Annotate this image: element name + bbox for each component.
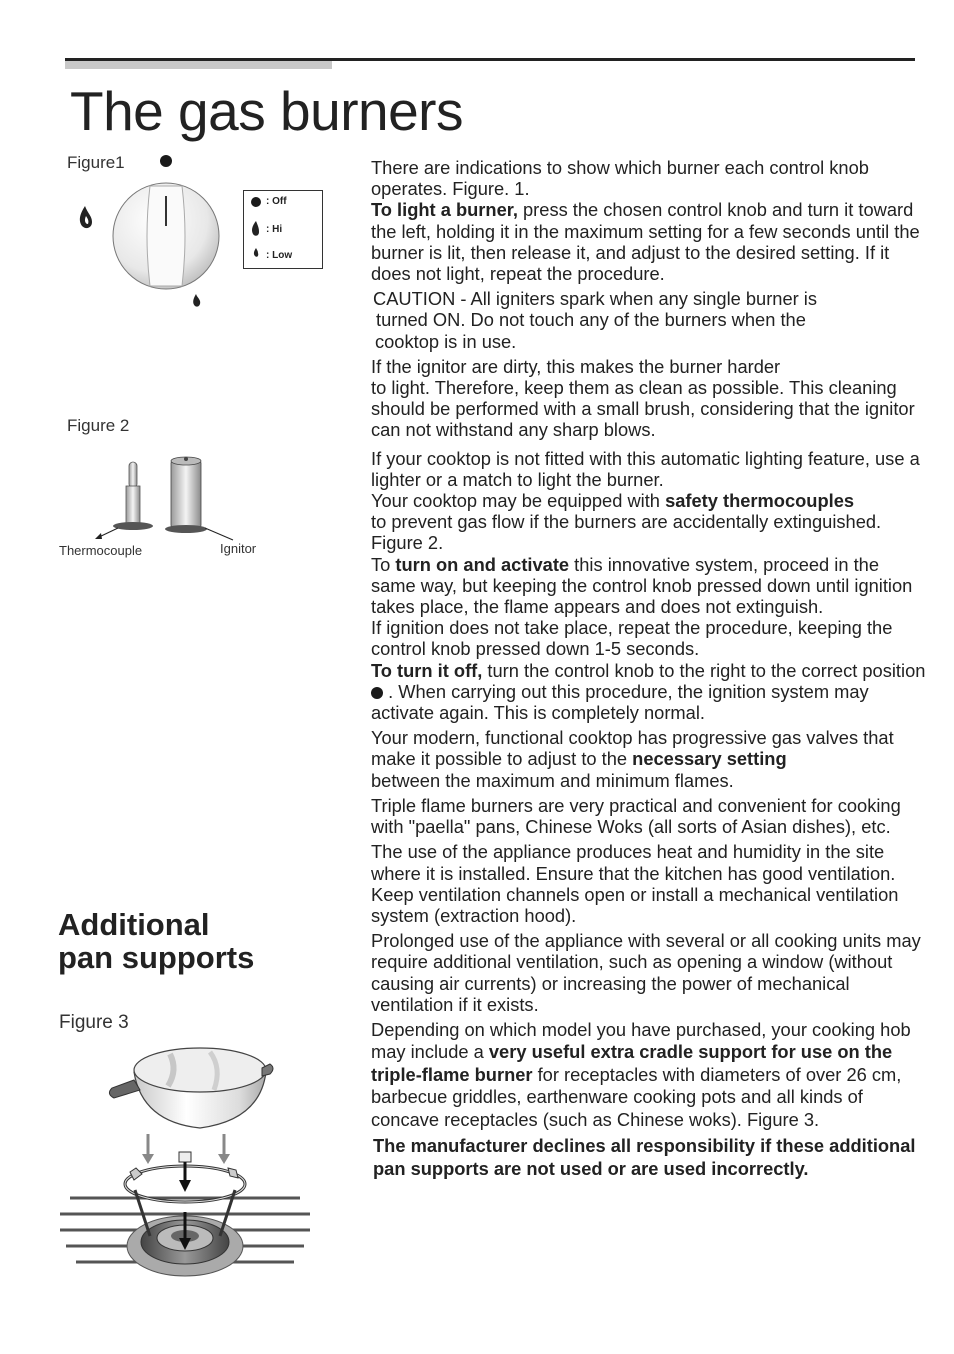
- paragraph: Your modern, functional cooktop has progressive gas valves that make it possible to adjust to the necessary setting between the maximum and minimum flames.: [371, 727, 894, 791]
- paragraph: If your cooktop is not fitted with this automatic lighting feature, use a lighter or a match to light the burner.: [371, 447, 920, 490]
- legend-off: : Off: [266, 196, 287, 207]
- body-text: [371, 157, 926, 1180]
- paragraph: To turn on and activate this innovative system, proceed in the same way, but keeping the control knob pressed down until ignition takes place, the flame appears and does not extinguish.: [371, 553, 913, 618]
- paragraph: The use of the appliance produces heat and humidity in the site where it is installed. Ensure that the kitchen has good ventilation. Keep ventilation channels open or install a mechanical ventilation system (extraction hood).: [371, 841, 899, 926]
- ignitor-label: Ignitor: [220, 541, 257, 556]
- paragraph: To turn it off, turn the control knob to the right to the correct position . When carrying out this procedure, the ignition system may activate again. This is completely normal.: [371, 659, 926, 724]
- section-title-line2: pan supports: [58, 940, 255, 975]
- figure3-label: Figure 3: [59, 1012, 129, 1033]
- figure1-label: Figure1: [67, 153, 125, 172]
- section-title-line1: Additional: [58, 907, 210, 942]
- caution-paragraph: CAUTION - All igniters spark when any single burner is turned ON. Do not touch any of the burners when the cooktop is in use.: [373, 288, 817, 352]
- figure2-label: Figure 2: [67, 416, 130, 435]
- off-dot-icon: [371, 687, 383, 699]
- disclaimer-paragraph: The manufacturer declines all responsibility if these additional pan supports are not used or are used incorrectly.: [373, 1135, 916, 1179]
- thermocouple-label: Thermocouple: [59, 543, 143, 558]
- legend-hi: : Hi: [266, 224, 283, 235]
- paragraph: To light a burner, press the chosen control knob and turn it toward the left, holding it in the maximum setting for a few seconds until the burner is lit, then release it, and adjust to the desired setting. If it does not light, repeat the procedure.: [371, 199, 920, 285]
- paragraph: If ignition does not take place, repeat the procedure, keeping the control knob pressed down 1-5 seconds.: [371, 617, 893, 660]
- paragraph: If the ignitor are dirty, this makes the burner harder to light. Therefore, keep them as clean as possible. This cleaning should be performed with a small brush, considering that the ignitor can not withstand any sharp blows.: [371, 355, 915, 441]
- paragraph: Depending on which model you have purchased, your cooking hob may include a very useful extra cradle support for use on the triple-flame burner for receptacles with diameters of over 26 cm, barbecue griddles, earthenware cooking pots and all kinds of concave receptacles (such as Chinese woks). Figure 3.: [371, 1018, 911, 1130]
- paragraph: There are indications to show which burner each control knob operates. Figure. 1.: [371, 157, 869, 200]
- legend-low: : Low: [266, 250, 293, 261]
- paragraph: Triple flame burners are very practical and convenient for cooking with "paella" pans, Chinese Woks (all sorts of Asian dishes), etc.: [371, 794, 901, 838]
- page-title: The gas burners: [70, 80, 463, 142]
- paragraph: Prolonged use of the appliance with several or all cooking units may require additional ventilation, such as opening a window (without causing air currents) or increasing the power of mechanical ventilation if it exists.: [371, 930, 921, 1015]
- paragraph: Your cooktop may be equipped with safety thermocouples to prevent gas flow if the burners are accidentally extinguished. Figure 2.: [371, 490, 882, 554]
